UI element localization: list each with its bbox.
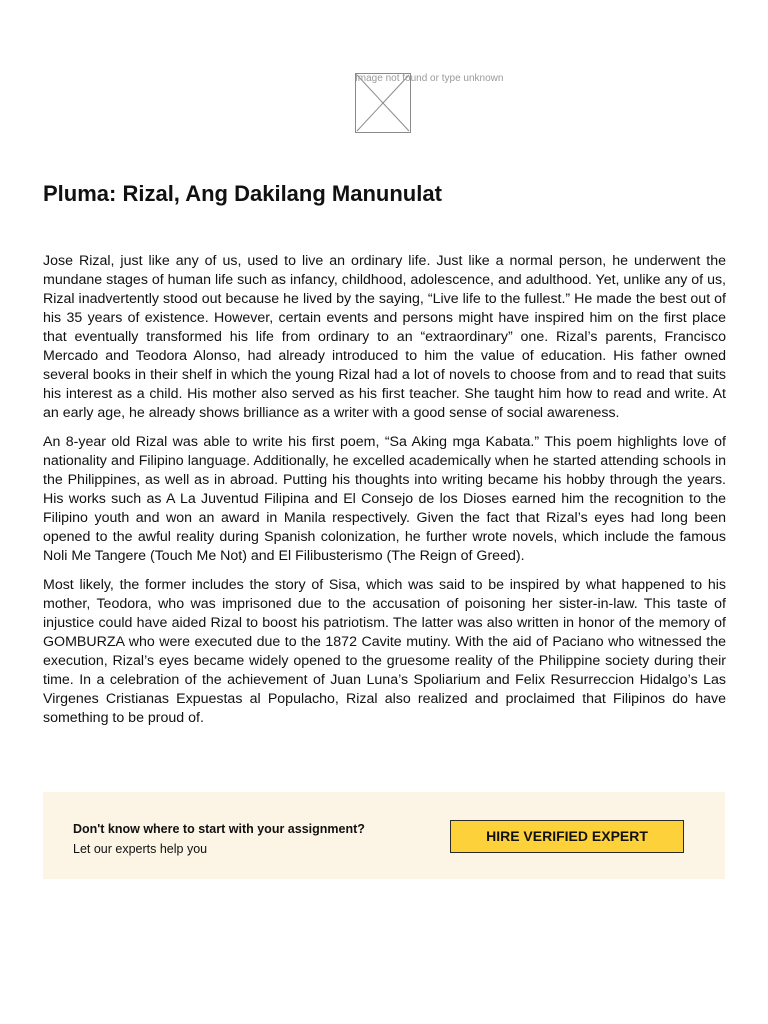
cta-subtext: Let our experts help you <box>73 842 208 856</box>
article-title: Pluma: Rizal, Ang Dakilang Manunulat <box>43 181 442 206</box>
article-body <box>43 252 726 738</box>
hire-expert-banner <box>43 792 725 879</box>
image-alt-text: Image not found or type unknown <box>355 73 504 84</box>
cta-heading: Don't know where to start with your assignment? <box>73 822 365 836</box>
article-paragraph: An 8-year old Rizal was able to write his first poem, “Sa Aking mga Kabata.” This poem highlights love of nationality and Filipino language. Additionally, he excelled academically when he started attending schools in the Philippines, as well as in abroad. Putting his thoughts into writing became his hobby through the years. His works such as A La Juventud Filipina and El Consejo de los Dioses earned him the recognition to the Filipino youth and won an award in Manila respectively. Given the fact that Rizal’s eyes had long been opened to the awful reality during Spanish colonization, he further wrote novels, which include the famous Noli Me Tangere (Touch Me Not) and El Filibusterismo (The Reign of Greed). <box>43 434 726 564</box>
hire-verified-expert-button[interactable]: HIRE VERIFIED EXPERT <box>450 820 684 853</box>
broken-image-placeholder <box>355 73 504 133</box>
article-paragraph: Most likely, the former includes the story of Sisa, which was said to be inspired by what happened to his mother, Teodora, who was imprisoned due to the accusation of poisoning her sister-in-law. This taste of injustice could have aided Rizal to boost his patriotism. The latter was also written in honor of the memory of GOMBURZA who were executed due to the 1872 Cavite mutiny. With the aid of Paciano who witnessed the execution, Rizal’s eyes became widely opened to the gruesome reality of the Philippine society during their time. In a celebration of the achievement of Juan Luna’s Spoliarium and Felix Resurreccion Hidalgo’s Las Virgenes Cristianas Expuestas al Populacho, Rizal also realized and proclaimed that Filipinos do have something to be proud of. <box>43 577 726 726</box>
article-paragraph: Jose Rizal, just like any of us, used to live an ordinary life. Just like a normal person, he underwent the mundane stages of human life such as infancy, childhood, adolescence, and adulthood. Yet, unlike any of us, Rizal inadvertently stood out because he lived by the saying, “Live life to the fullest.” He made the best out of his 35 years of existence. However, certain events and persons might have inspired him on the first place that eventually transformed his life from ordinary to an “extraordinary” one. Rizal’s parents, Francisco Mercado and Teodora Alonso, had already introduced to him the value of education. His father owned several books in their shelf in which the young Rizal had a lot of novels to choose from and to read that suits his interest as a child. His mother also served as his first teacher. She taught him how to read and write. At an early age, he already shows brilliance as a writer with a good sense of social awareness. <box>43 253 726 421</box>
